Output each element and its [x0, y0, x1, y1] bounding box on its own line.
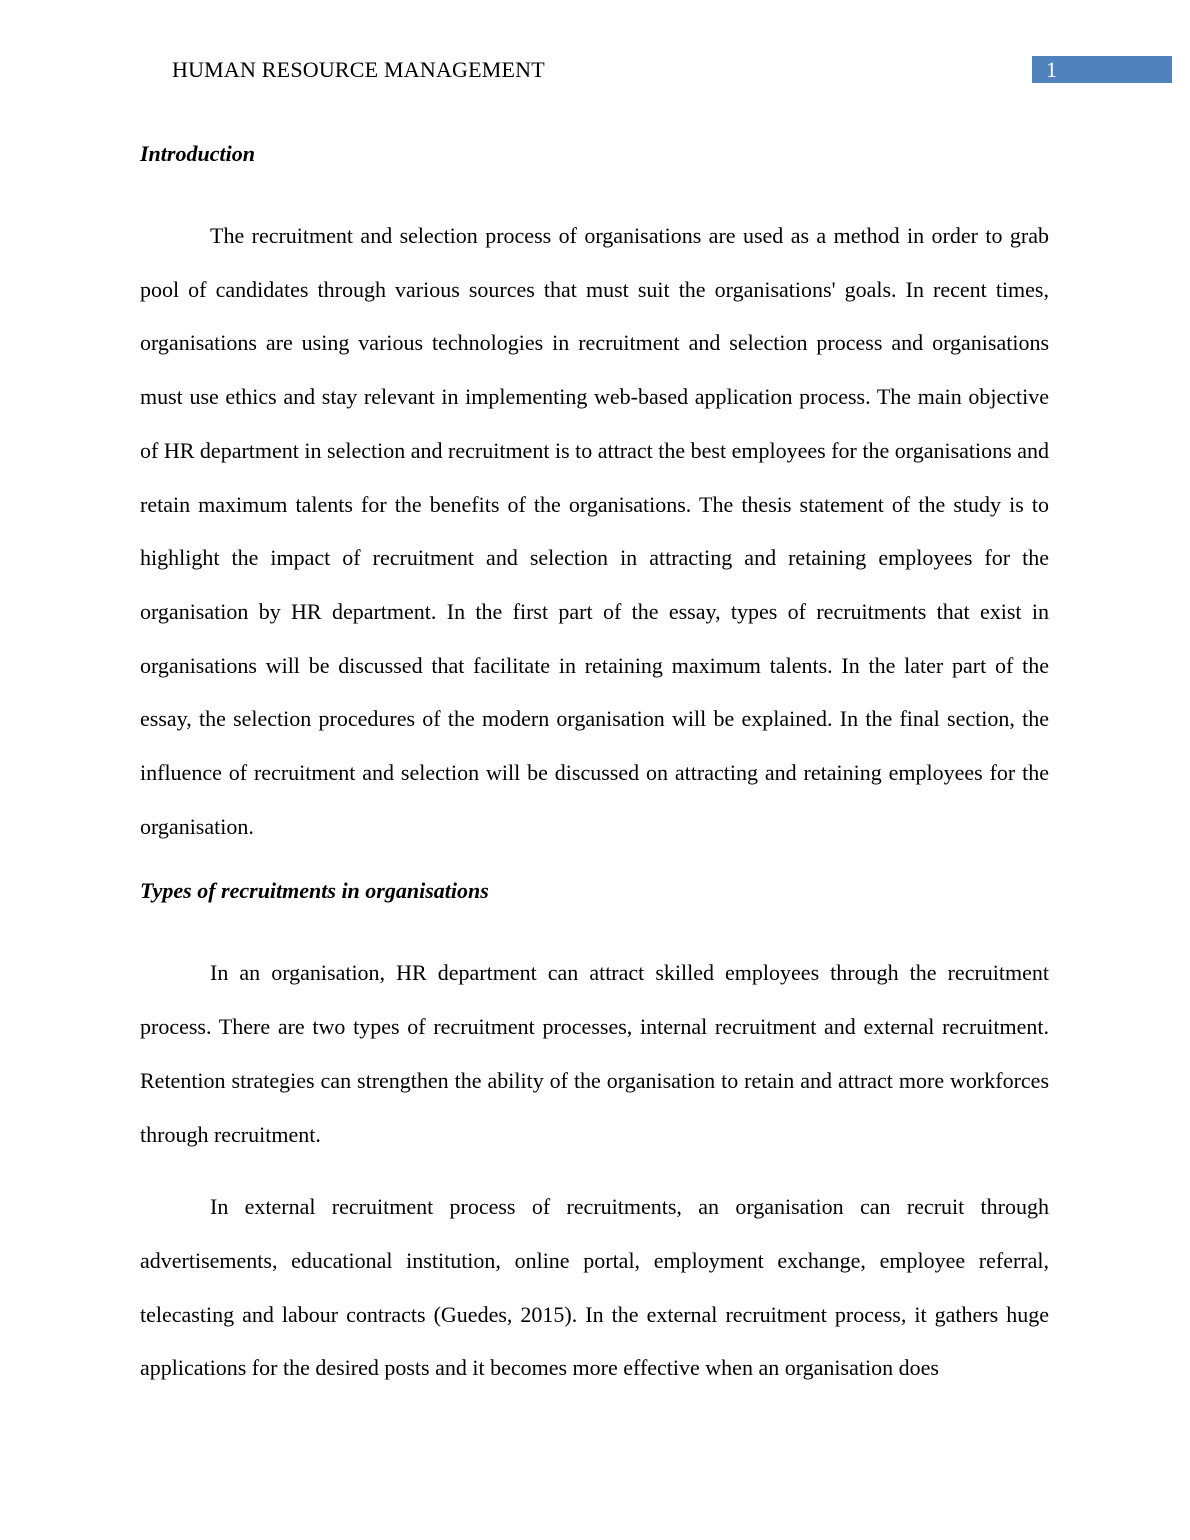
- section-heading-types-of-recruitments: Types of recruitments in organisations: [140, 878, 489, 904]
- introduction-paragraph: The recruitment and selection process of organisations are used as a method in order to grab pool of candidates through various sources that must suit the organisations' goals. In recent times, organisations are using various technologies in recruitment and selection process and organisations must use ethics and stay relevant in implementing web-based application process. The main objective of HR department in selection and recruitment is to attract the best employees for the organisations and retain maximum talents for the benefits of the organisations. The thesis statement of the study is to highlight the impact of recruitment and selection in attracting and retaining employees for the organisation by HR department. In the first part of the essay, types of recruitments that exist in organisations will be discussed that facilitate in retaining maximum talents. In the later part of the essay, the selection procedures of the modern organisation will be explained. In the final section, the influence of recruitment and selection will be discussed on attracting and retaining employees for the organisation.: [140, 223, 1049, 839]
- external-recruitment-paragraph: In external recruitment process of recruitments, an organisation can recruit through advertisements, educational institution, online portal, employment exchange, employee referral, telecasting and labour contracts (Guedes, 2015). In the external recruitment process, it gathers huge applications for the desired posts and it becomes more effective when an organisation does: [140, 1194, 1049, 1381]
- running-header-title: HUMAN RESOURCE MANAGEMENT: [172, 57, 545, 82]
- page-header: [0, 56, 1190, 84]
- recruitment-types-paragraph: In an organisation, HR department can attract skilled employees through the recruitment process. There are two types of recruitment processes, internal recruitment and external recruitment. Retention strategies can strengthen the ability of the organisation to retain and attract more workforces through recruitment.: [140, 960, 1049, 1147]
- document-body: [140, 135, 1049, 1395]
- page-number-badge: 1: [1032, 56, 1172, 83]
- section-heading-introduction: Introduction: [140, 141, 255, 166]
